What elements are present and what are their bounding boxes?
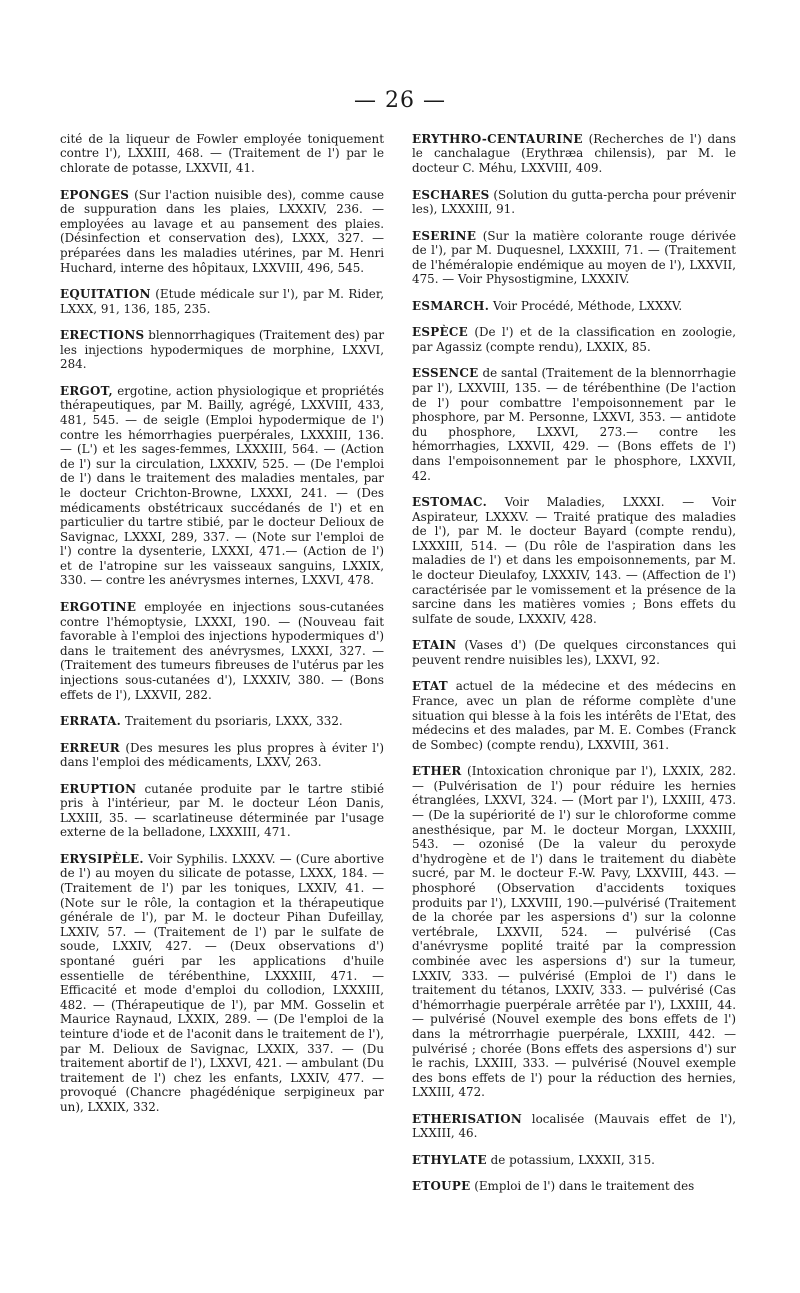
index-entry: cité de la liqueur de Fowler employée toniquement contre l'), LXXIII, 468. — (Traitement de l') par le chlorate de potasse, LXXVII, 41. bbox=[60, 131, 384, 176]
index-entry: ERGOTINE employée en injections sous-cutanées contre l'hémoptysie, LXXXI, 190. — (Nouveau fait favorable à l'emploi des injections hypodermiques d') dans le traitement des anévrysmes, LXXXI, 327. — (Traitement des tumeurs fibreuses de l'utérus par les injections sous-cutanées d'), LXXXIV, 380. — (Bons effets de l'), LXXVII, 282. bbox=[60, 599, 384, 702]
index-entry: ERYTHRO-CENTAURINE (Recherches de l') dans le canchalague (Erythræa chilensis), par M. le docteur C. Méhu, LXXVIII, 409. bbox=[412, 131, 736, 176]
index-entry: ETHERISATION localisée (Mauvais effet de l'), LXXIII, 46. bbox=[412, 1111, 736, 1141]
index-entry: EQUITATION (Etude médicale sur l'), par M. Rider, LXXX, 91, 136, 185, 235. bbox=[60, 287, 384, 316]
index-entry: ERRATA. Traitement du psoriaris, LXXX, 332. bbox=[60, 714, 343, 729]
index-entry: ERGOT, ergotine, action physiologique et propriétés thérapeutiques, par M. Bailly, agrégé, LXXVIII, 433, 481, 545. — de seigle (Emploi hypodermique de l') contre les hémorrhagies puerpérales, LXXXIII, 136. — (L') et les sages-femmes, LXXXIII, 564. — (Action de l') sur la circulation, LXXXIV, 525. — (De l'emploi de l') dans le traitement des maladies mentales, par le docteur Crichton-Browne, LXXXI, 241. — (Des médicaments obstétricaux succédanés de l') et en particulier du tartre stibié, par le docteur Delioux de Savignac, LXXXI, 289, 337. — (Note sur l'emploi de l') contre la dysenterie, LXXXI, 471.— (Action de l') et de l'atropine sur les vaisseaux sanguins, LXXIX, 330. — contre les anévrysmes internes, LXXVI, 478. bbox=[60, 383, 384, 588]
index-entry: ETHYLATE de potassium, LXXXII, 315. bbox=[412, 1152, 655, 1167]
index-entry: ESERINE (Sur la matière colorante rouge dérivée de l'), par M. Duquesnel, LXXXIII, 71. — (Traitement de l'héméralopie endémique au moyen de l'), LXXVII, 475. — Voir Physostigmine, LXXXIV. bbox=[412, 228, 736, 287]
index-entry: ERYSIPÈLE. Voir Syphilis. LXXXV. — (Cure abortive de l') au moyen du silicate de potasse, LXXX, 184. — (Traitement de l') par les toniques, LXXIV, 41. — (Note sur le rôle, la contagion et la thérapeutique générale de l'), par M. le docteur Pihan Dufeillay, LXXIV, 57. — (Traitement de l') par le sulfate de soude, LXXIV, 427. — (Deux observations d') spontané guéri par les applications d'huile essentielle de térébenthine, LXXXIII, 471. — Efficacité et mode d'emploi du collodion, LXXXIII, 482. — (Thérapeutique de l'), par MM. Gosselin et Maurice Raynaud, LXXIX, 289. — (De l'emploi de la teinture d'iode et de l'aconit dans le traitement de l'), par M. Delioux de Savignac, LXXIX, 337. — (Du traitement abortif de l'), LXXVI, 421. — ambulant (Du traitement de l') chez les enfants, LXXIV, 477. — provoqué (Chancre phagédénique serpigineux par un), LXXIX, 332. bbox=[60, 851, 384, 1114]
index-entry: ETHER (Intoxication chronique par l'), LXXIX, 282. — (Pulvérisation de l') pour réduire les hernies étranglées, LXXVI, 324. — (Mort par l'), LXXIII, 473. — (De la supériorité de l') sur le chloroforme comme anesthésique, par M. le docteur Morgan, LXXXIII, 543. — ozonisé (De la valeur du peroxyde d'hydrogène et de l') dans le traitement du diabète sucré, par M. le docteur F.-W. Pavy, LXXVIII, 443. — phosphoré (Observation d'accidents toxiques produits par l'), LXXVIII, 190.—pulvérisé (Traitement de la chorée par les aspersions d') sur la colonne vertébrale, LXXVII, 524. — pulvérisé (Cas d'anévrysme poplité traité par la compression combinée avec les aspersions d') sur la tumeur, LXXIV, 333. — pulvérisé (Emploi de l') dans le traitement du tétanos, LXXIV, 333. — pulvérisé (Cas d'hémorrhagie puerpérale arrêtée par l'), LXXIII, 44. — pulvérisé (Nouvel exemple des bons effets de l') dans la métrorrhagie puerpérale, LXXIII, 442. — pulvérisé ; chorée (Bons effets des aspersions d') sur le rachis, LXXIII, 333. — pulvérisé (Nouvel exemple des bons effets de l') pour la réduction des hernies, LXXIII, 472. bbox=[412, 764, 736, 1100]
index-entry: ERECTIONS blennorrhagiques (Traitement des) par les injections hypodermiques de morphine, LXXVI, 284. bbox=[60, 328, 384, 372]
left-column bbox=[60, 120, 384, 1124]
index-entry: ESMARCH. Voir Procédé, Méthode, LXXXV. bbox=[412, 298, 683, 313]
right-column bbox=[412, 120, 736, 1203]
index-entry: ETAT actuel de la médecine et des médecins en France, avec un plan de réforme complète d'une situation qui blesse à la fois les intérêts de l'Etat, des médecins et des malades, par M. E. Combes (Franck de Sombec) (compte rendu), LXXVIII, 361. bbox=[412, 679, 736, 752]
index-entry: ESSENCE de santal (Traitement de la blennorrhagie par l'), LXXVIII, 135. — de térébenthine (De l'action de l') pour combattre l'empoisonnement par le phosphore, par M. Personne, LXXVI, 353. — antidote du phosphore, LXXVI, 273.— contre les hémorrhagies, LXXVII, 429. — (Bons effets de l') dans l'empoisonnement par le phosphore, LXXVII, 42. bbox=[412, 366, 736, 483]
index-entry: ESCHARES (Solution du gutta-percha pour prévenir les), LXXXIII, 91. bbox=[412, 187, 736, 217]
index-entry: ETAIN (Vases d') (De quelques circonstances qui peuvent rendre nuisibles les), LXXVI, 92. bbox=[412, 638, 736, 667]
index-entry: ERUPTION cutanée produite par le tartre stibié pris à l'intérieur, par M. le docteur Léon Danis, LXXIII, 35. — scarlatineuse déterminée par l'usage externe de la belladone, LXXXIII, 471. bbox=[60, 781, 384, 840]
index-entry: ERREUR (Des mesures les plus propres à éviter l') dans l'emploi des médicaments, LXXV, 263. bbox=[60, 740, 384, 770]
index-entry: ESTOMAC. Voir Maladies, LXXXI. — Voir Aspirateur, LXXXV. — Traité pratique des maladies de l'), par M. le docteur Bayard (compte rendu), LXXXIII, 514. — (Du rôle de l'aspiration dans les maladies de l') et dans les empoisonnements, par M. le docteur Dieulafoy, LXXXIV, 143. — (Affection de l') caractérisée par le vomissement et la présence de la sarcine dans les matières vomies ; Bons effets du sulfate de soude, LXXXIV, 428. bbox=[412, 495, 736, 626]
index-entry: ETOUPE (Emploi de l') dans le traitement des bbox=[412, 1179, 695, 1194]
page-number: — 26 — bbox=[354, 88, 446, 113]
index-entry: ESPÈCE (De l') et de la classification en zoologie, par Agassiz (compte rendu), LXXIX, 85. bbox=[412, 325, 736, 354]
index-entry: EPONGES (Sur l'action nuisible des), comme cause de suppuration dans les plaies, LXXXIV, 236. — employées au lavage et au pansement des plaies. (Désinfection et conservation des), LXXX, 327. — préparées dans les maladies utérines, par M. Henri Huchard, interne des hôpitaux, LXXVIII, 496, 545. bbox=[60, 187, 384, 275]
